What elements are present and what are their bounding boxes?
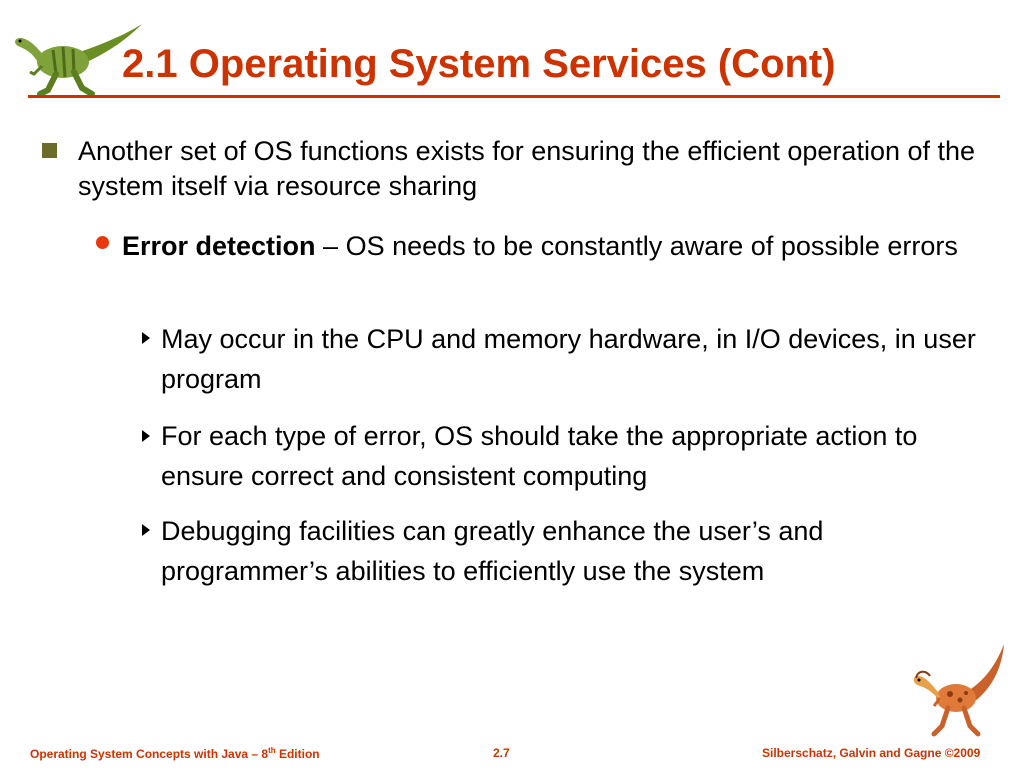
- bullet-level-3: For each type of error, OS should take the appropriate action to ensure correct and consistent computing: [161, 421, 918, 491]
- footer-book-title: [30, 746, 320, 761]
- bullet-level-3: May occur in the CPU and memory hardware, in I/O devices, in user program: [161, 324, 976, 394]
- dinosaur-icon: [908, 640, 1008, 740]
- bullet-level-1: Another set of OS functions exists for ensuring the efficient operation of the system itself via resource sharing: [78, 136, 976, 201]
- footer-book-prefix: Operating System Concepts with Java – 8: [30, 747, 269, 761]
- arrow-bullet-icon: [142, 524, 150, 536]
- dot-bullet-icon: [96, 236, 109, 249]
- footer-book-sup: th: [268, 746, 276, 755]
- footer-copyright: Silberschatz, Galvin and Gagne ©2009: [762, 746, 981, 760]
- error-detection-term: Error detection: [122, 231, 316, 261]
- arrow-bullet-icon: [142, 430, 150, 442]
- arrow-bullet-icon: [142, 332, 150, 344]
- error-detection-text: – OS needs to be constantly aware of possible errors: [315, 231, 958, 261]
- bullet-level-3: Debugging facilities can greatly enhance the user’s and programmer’s abilities to efficiently use the system: [161, 516, 824, 586]
- page-number: 2.7: [493, 746, 510, 760]
- bullet-level-2: [122, 226, 982, 266]
- slide-title: 2.1 Operating System Services (Cont): [122, 42, 836, 86]
- square-bullet-icon: [42, 143, 57, 158]
- footer-book-suffix: Edition: [275, 747, 320, 761]
